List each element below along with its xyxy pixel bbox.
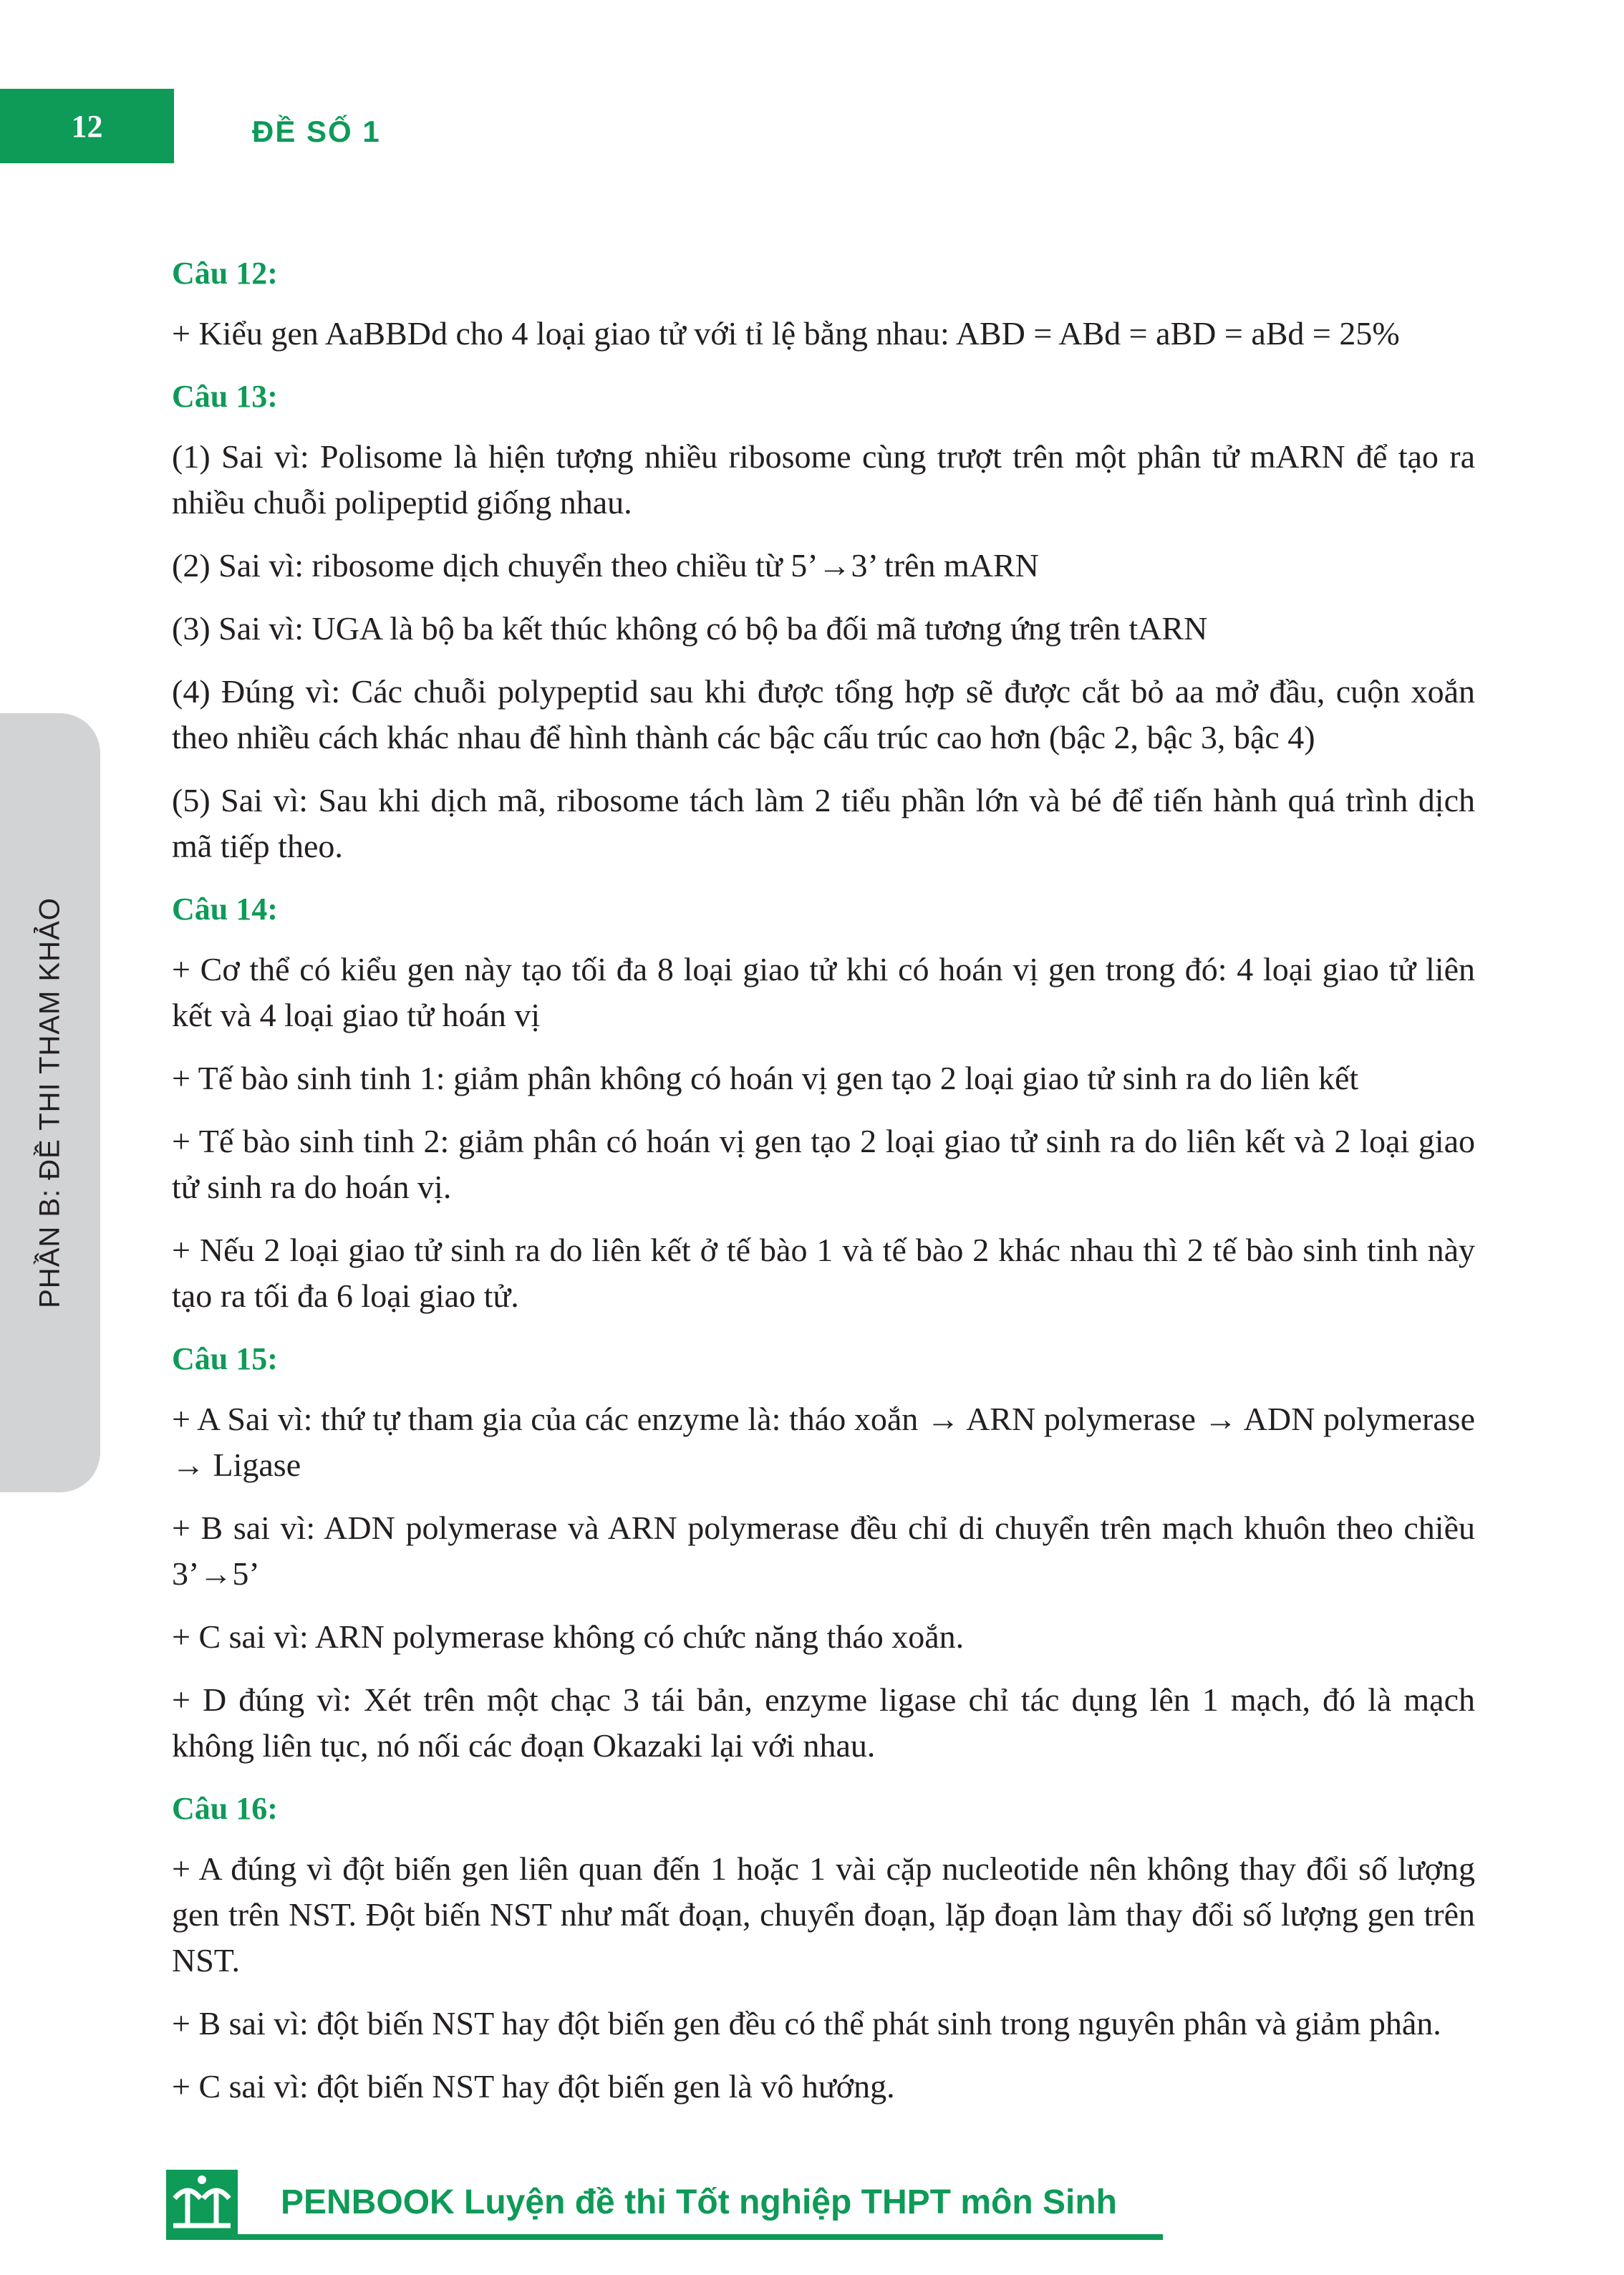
question-heading: Câu 14: xyxy=(172,892,278,927)
answer-paragraph: + A Sai vì: thứ tự tham gia của các enzyme là: tháo xoắn → ARN polymerase → ADN polymerase → Ligase xyxy=(172,1401,1475,1483)
answer-paragraph: + C sai vì: ARN polymerase không có chức năng tháo xoắn. xyxy=(172,1618,965,1655)
question-heading: Câu 12: xyxy=(172,256,278,291)
answer-paragraph: (2) Sai vì: ribosome dịch chuyển theo chiều từ 5’→3’ trên mARN xyxy=(172,547,1039,584)
section-cau-15 xyxy=(172,1336,1475,1769)
answer-paragraph: (3) Sai vì: UGA là bộ ba kết thúc không có bộ ba đối mã tương ứng trên tARN xyxy=(172,610,1208,647)
answer-paragraph: + C sai vì: đột biến NST hay đột biến gen là vô hướng. xyxy=(172,2068,895,2105)
page-header-title: ĐỀ SỐ 1 xyxy=(252,115,381,148)
answer-paragraph: (1) Sai vì: Polisome là hiện tượng nhiều ribosome cùng trượt trên một phân tử mARN để tạo ra nhiều chuỗi polipeptid giống nhau. xyxy=(172,438,1475,521)
main-content xyxy=(172,251,1475,2127)
page-number: 12 xyxy=(0,89,174,163)
question-heading: Câu 13: xyxy=(172,379,278,414)
footer-divider xyxy=(166,2234,1163,2240)
side-tab-label: PHẦN B: ĐỀ THI THAM KHẢO xyxy=(34,897,66,1308)
answer-paragraph: + Cơ thể có kiểu gen này tạo tối đa 8 loại giao tử khi có hoán vị gen trong đó: 4 loại giao tử liên kết và 4 loại giao tử hoán vị xyxy=(172,951,1475,1033)
answer-paragraph: + D đúng vì: Xét trên một chạc 3 tái bản, enzyme ligase chỉ tác dụng lên 1 mạch, đó là mạch không liên tục, nó nối các đoạn Okazaki lại với nhau. xyxy=(172,1681,1475,1764)
penbook-logo-icon xyxy=(166,2170,238,2234)
answer-paragraph: + A đúng vì đột biến gen liên quan đến 1 hoặc 1 vài cặp nucleotide nên không thay đổi số lượng gen trên NST. Đột biến NST như mất đoạn, chuyển đoạn, lặp đoạn làm thay đổi số lượng gen trên NST. xyxy=(172,1850,1475,1979)
section-cau-12 xyxy=(172,251,1475,357)
section-cau-14 xyxy=(172,887,1475,1319)
question-heading: Câu 15: xyxy=(172,1341,278,1376)
answer-paragraph: + Tế bào sinh tinh 1: giảm phân không có hoán vị gen tạo 2 loại giao tử sinh ra do liên kết xyxy=(172,1060,1359,1096)
answer-paragraph: + Tế bào sinh tinh 2: giảm phân có hoán vị gen tạo 2 loại giao tử sinh ra do liên kết và 2 loại giao tử sinh ra do hoán vị. xyxy=(172,1123,1475,1205)
section-cau-16 xyxy=(172,1786,1475,2110)
answer-paragraph: + B sai vì: đột biến NST hay đột biến gen đều có thể phát sinh trong nguyên phân và giảm phân. xyxy=(172,2005,1441,2042)
answer-paragraph: (5) Sai vì: Sau khi dịch mã, ribosome tách làm 2 tiểu phần lớn và bé để tiến hành quá trình dịch mã tiếp theo. xyxy=(172,782,1475,864)
section-cau-13 xyxy=(172,374,1475,869)
question-heading: Câu 16: xyxy=(172,1791,278,1826)
answer-paragraph: + Kiểu gen AaBBDd cho 4 loại giao tử với tỉ lệ bằng nhau: ABD = ABd = aBD = aBd = 25% xyxy=(172,315,1400,352)
penbook-logo-icon xyxy=(166,2170,238,2234)
footer-title: PENBOOK Luyện đề thi Tốt nghiệp THPT môn Sinh xyxy=(281,2183,1117,2221)
answer-paragraph: + B sai vì: ADN polymerase và ARN polymerase đều chỉ di chuyển trên mạch khuôn theo chiều 3’→5’ xyxy=(172,1510,1475,1592)
answer-paragraph: (4) Đúng vì: Các chuỗi polypeptid sau khi được tổng hợp sẽ được cắt bỏ aa mở đầu, cuộn xoắn theo nhiều cách khác nhau để hình thành các bậc cấu trúc cao hơn (bậc 2, bậc 3, bậc 4) xyxy=(172,673,1475,755)
answer-paragraph: + Nếu 2 loại giao tử sinh ra do liên kết ở tế bào 1 và tế bào 2 khác nhau thì 2 tế bào sinh tinh này tạo ra tối đa 6 loại giao tử. xyxy=(172,1232,1475,1314)
